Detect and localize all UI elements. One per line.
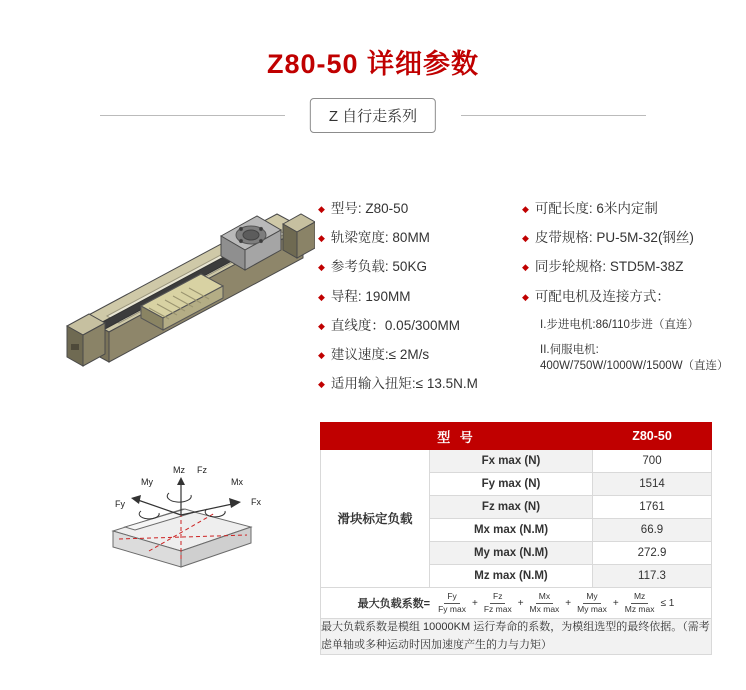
- formula-den: My max: [577, 603, 607, 614]
- formula-row: [321, 588, 712, 619]
- note-row: [321, 619, 712, 655]
- formula-term: [435, 592, 469, 614]
- axis-label-fx: Fx: [251, 497, 261, 507]
- spec-text: 皮带规格: PU-5M-32(钢丝): [534, 230, 694, 246]
- formula-num: Mx: [536, 592, 553, 603]
- table-header-model: Z80-50: [593, 423, 712, 450]
- spec-text: 直线度：0.05/300MM: [330, 317, 460, 333]
- divider-left: [100, 115, 285, 116]
- diamond-bullet-icon: ◆: [318, 262, 325, 273]
- spec-item: [318, 258, 508, 276]
- axis-label-fz: Fz: [197, 465, 207, 475]
- table-note: 最大负载系数是模组 10000KM 运行寿命的系数，为模组选型的最终依据。（需考虑单轴或多种运动时因加速度产生的力与力矩）: [321, 619, 712, 655]
- subtitle-row: [0, 98, 746, 132]
- formula-num: My: [583, 592, 600, 603]
- linear-module-illustration: [45, 178, 315, 393]
- table-cell-value: 1761: [593, 496, 712, 519]
- table-cell-label: My max (N.M): [430, 542, 593, 565]
- spec-lists: [318, 200, 728, 405]
- spec-item: [318, 375, 508, 393]
- plus-sign: +: [471, 597, 478, 609]
- product-image: [45, 178, 315, 393]
- diamond-bullet-icon: ◆: [522, 233, 529, 244]
- table-side-label: 滑块标定负载: [321, 450, 430, 588]
- table-cell-value: 117.3: [593, 565, 712, 588]
- series-badge: Z 自行走系列: [310, 98, 436, 133]
- table-row: [321, 450, 712, 473]
- spec-item: [318, 346, 508, 364]
- formula-num: Fy: [444, 592, 459, 603]
- divider-right: [461, 115, 646, 116]
- diamond-bullet-icon: ◆: [318, 350, 325, 361]
- diamond-bullet-icon: ◆: [318, 233, 325, 244]
- plus-sign: +: [565, 597, 572, 609]
- formula-cell: [321, 588, 712, 619]
- spec-table: [320, 422, 712, 655]
- diamond-bullet-icon: ◆: [522, 204, 529, 214]
- formula-num: Mz: [631, 592, 648, 603]
- page-title: Z80-50 详细参数: [266, 49, 480, 79]
- table-header-param: 型 号: [321, 423, 593, 450]
- formula-tail: ≤ 1: [660, 597, 675, 609]
- formula-term: [574, 592, 610, 614]
- spec-item: [522, 288, 727, 306]
- diamond-bullet-icon: ◆: [522, 291, 529, 302]
- spec-item: [522, 258, 727, 276]
- table-cell-label: Mx max (N.M): [430, 519, 593, 542]
- table-header-row: [321, 423, 712, 450]
- axis-label-mz: Mz: [173, 465, 185, 475]
- spec-item: [318, 288, 508, 306]
- diamond-bullet-icon: ◆: [318, 379, 325, 390]
- diamond-bullet-icon: ◆: [318, 291, 325, 302]
- spec-item: [522, 229, 727, 247]
- diamond-bullet-icon: ◆: [318, 320, 325, 331]
- axis-label-mx: Mx: [231, 477, 243, 487]
- spec-text: 可配电机及连接方式：: [534, 288, 670, 304]
- plus-sign: +: [517, 597, 524, 609]
- axis-label-fy: Fy: [115, 499, 125, 509]
- table-cell-label: Fy max (N): [430, 473, 593, 496]
- spec-item: [318, 200, 508, 218]
- table-cell-label: Mz max (N.M): [430, 565, 593, 588]
- spec-text: 可配长度: 6米内定制: [534, 201, 658, 216]
- formula-den: Mz max: [624, 603, 655, 614]
- axis-label-my: My: [141, 477, 153, 487]
- formula-lead: 最大负载系数=: [357, 598, 431, 610]
- spec-text: 型号: Z80-50: [330, 201, 409, 216]
- spec-item: [318, 317, 508, 335]
- spec-text: 同步轮规格: STD5M-38Z: [534, 259, 684, 275]
- spec-table-wrap: [320, 422, 712, 655]
- formula-term: [622, 592, 658, 614]
- spec-column-right: [522, 200, 727, 405]
- plus-sign: +: [612, 597, 619, 609]
- max-load-formula: [321, 592, 711, 614]
- motor-note-stepper: I.步进电机:86/110步进（直连）: [540, 318, 699, 331]
- spec-column-left: [318, 200, 508, 405]
- spec-text: 适用输入扭矩:≤ 13.5N.M: [330, 376, 478, 392]
- spec-item: [522, 200, 727, 218]
- spec-item: [318, 229, 508, 247]
- spec-text: 轨梁宽度: 80MM: [330, 230, 430, 246]
- load-axes-illustration: [55, 455, 295, 585]
- motor-note-servo: II.伺服电机: 400W/750W/1000W/1500W（直连）: [540, 343, 729, 373]
- spec-text: 建议速度:≤ 2M/s: [330, 347, 430, 363]
- formula-den: Fy max: [438, 603, 466, 614]
- diamond-bullet-icon: ◆: [522, 262, 529, 273]
- formula-den: Fz max: [483, 603, 512, 614]
- formula-term: [481, 592, 515, 614]
- formula-num: Fz: [490, 592, 505, 603]
- load-direction-diagram: [55, 455, 295, 585]
- spec-text: 参考负载: 50KG: [330, 259, 427, 275]
- spec-text: 导程: 190MM: [330, 288, 411, 304]
- formula-term: [527, 592, 563, 614]
- table-cell-label: Fx max (N): [430, 450, 593, 473]
- table-cell-value: 700: [593, 450, 712, 473]
- diamond-bullet-icon: ◆: [318, 204, 325, 214]
- table-cell-value: 1514: [593, 473, 712, 496]
- table-cell-label: Fz max (N): [430, 496, 593, 519]
- table-cell-value: 66.9: [593, 519, 712, 542]
- formula-den: Mx max: [529, 603, 560, 614]
- table-cell-value: 272.9: [593, 542, 712, 565]
